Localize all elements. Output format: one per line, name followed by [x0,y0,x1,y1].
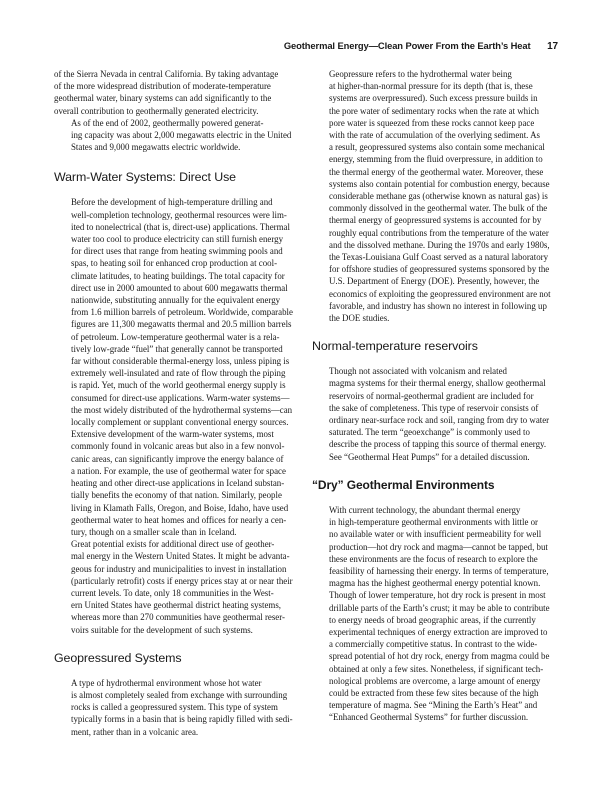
text-line: of petroleum. Low-temperature geothermal water is a rela- [71,331,280,342]
text-line: a nation. For example, the use of geothermal water for space [71,465,286,476]
section-heading-geopressured: Geopressured Systems [54,650,182,665]
text-line: As of the end of 2002, geothermally powered generat- [71,117,264,128]
text-line: U.S. Department of Energy (DOE). Presently, however, the [329,276,540,287]
paragraph [54,117,308,154]
text-line: the sake of completeness. This type of reservoir consists of [329,402,539,413]
text-line: overall contribution to geothermally generated electricity. [54,105,259,116]
text-line: water too cool to produce electricity can still furnish energy [71,234,284,245]
text-line: with the rate of accumulation of the overlying sediment. As [329,130,540,141]
text-line: ited to nonelectrical (that is, direct-use) applications. Thermal [71,221,290,232]
paragraph [312,68,566,324]
text-line: canic areas, can significantly improve the energy balance of [71,453,284,464]
paragraph [54,68,308,117]
text-line: saturated. The term “geoexchange” is commonly used to [329,427,530,438]
text-line: Though not associated with volcanism and related [329,366,507,377]
text-line: systems are overpressured). Such excess pressure builds in [329,93,538,104]
text-line: whereas more than 270 communities have geothermal reser- [71,612,285,623]
text-line: Before the development of high-temperature drilling and [71,197,273,208]
text-line: temperature of magma. See “Mining the Earth’s Heat” and [329,700,538,711]
text-line: “Enhanced Geothermal Systems” for further discussion. [329,712,529,723]
section-heading-normal-temperature: Normal-temperature reservoirs [312,339,478,354]
text-line: spread potential of hot dry rock, energy from magma could be [329,651,550,662]
text-line: experimental techniques of energy extraction are improved to [329,626,548,637]
text-line: States and 9,000 megawatts electric worldwide. [71,142,241,153]
text-line: the Texas-Louisiana Gulf Coast served as a natural laboratory [329,252,549,263]
text-line: Geopressure refers to the hydrothermal water being [329,69,512,79]
text-line: (particularly retrofit) costs if energy prices stay at or near their [71,575,293,586]
text-line: production—hot dry rock and magma—cannot be tapped, but [329,541,548,552]
text-line: considerable methane gas (otherwise known as natural gas) is [329,191,548,202]
text-line: tially benefits the economy of that nation. Similarly, people [71,490,282,501]
text-line: mal energy in the Western United States. It might be advanta- [71,551,290,562]
text-line: locally complement or supplant conventional energy sources. [71,417,289,428]
text-line: current levels. To date, only 18 communities in the West- [71,587,274,598]
text-line: is almost completely sealed from exchange with surrounding [71,689,288,700]
text-line: ing capacity was about 2,000 megawatts electric in the United [71,130,292,141]
text-line: favorable, and industry has shown no interest in following up [329,300,547,311]
text-line: living in Klamath Falls, Oregon, and Boise, Idaho, have used [71,502,289,513]
running-head [284,40,558,52]
text-line: from 1.6 million barrels of petroleum. Worldwide, comparable [71,307,293,318]
text-line: tively low-grade “fuel” that generally cannot be transported [71,343,283,354]
text-line: roughly equal contributions from the temperature of the water [329,227,549,238]
text-line: in high-temperature geothermal environments with little or [329,517,538,528]
left-column [54,68,308,738]
text-line: geous for industry and municipalities to invest in installation [71,563,287,574]
text-line: could be extracted from these few sites because of the high [329,687,539,698]
text-line: rocks is called a geopressured system. This type of system [71,702,278,713]
text-line: drillable parts of the Earth’s crust; it may be able to contribute [329,602,550,613]
text-line: ordinary near-surface rock and soil, ranging from dry to water [329,415,550,426]
text-line: tury, though on a smaller scale than in Iceland. [71,526,237,537]
text-line: nological problems are overcome, a large amount of energy [329,675,541,686]
text-line: consumed for direct-use applications. Warm-water systems— [71,392,290,403]
text-line: well-completion technology, geothermal resources were lim- [71,209,287,220]
text-line: magma has the highest geothermal energy potential known. [329,578,541,589]
text-line: of the Sierra Nevada in central California. By taking advantage [54,69,279,79]
text-line: thermal energy of geopressured systems is accounted for by [329,215,542,226]
text-line: the DOE studies. [329,313,390,324]
text-line: reservoirs of normal-geothermal gradient are included for [329,390,534,401]
section-heading-dry-environments: “Dry” Geothermal Environments [312,477,495,492]
text-line: spas, to heating soil for enhanced crop production at cool- [71,258,278,269]
text-line: at higher-than-normal pressure for its depth (that is, these [329,81,533,92]
paragraph [54,196,308,428]
right-column [312,68,566,724]
text-line: systems also contain potential for combustion energy, because [329,178,550,189]
paragraph [54,538,308,636]
text-line: no available water or with insufficient permeability for well [329,529,542,540]
text-line: Great potential exists for additional direct use of geother- [71,539,275,550]
paragraph [312,504,566,724]
section-heading-warm-water: Warm-Water Systems: Direct Use [54,170,236,185]
text-line: heating and other direct-use applications in Iceland substan- [71,478,285,489]
paragraph [54,677,308,738]
text-line: for offshore studies of geopressured systems sponsored by the [329,264,550,275]
text-line: the thermal energy of the geothermal water. Moreover, these [329,166,544,177]
text-line: to energy needs of broad geographic areas, if the currently [329,614,536,625]
text-line: With current technology, the abundant thermal energy [329,504,521,515]
text-line: extremely well-insulated and rate of flow through the piping [71,368,286,379]
text-line: A type of hydrothermal environment whose hot water [71,677,262,688]
text-line: economics of exploiting the geopressured environment are not [329,288,551,299]
text-line: climate latitudes, to heating buildings. The total capacity for [71,270,285,281]
text-line: commonly dissolved in the geothermal water. The bulk of the [329,203,548,214]
text-line: nationwide, substituting annually for the equivalent energy [71,295,281,306]
text-line: for direct uses that range from heating swimming pools and [71,246,283,257]
text-line: See “Geothermal Heat Pumps” for a detailed discussion. [329,451,530,462]
running-head-title: Geothermal Energy—Clean Power From the Earth’s Heat [283,40,531,51]
text-line: feasibility of harnessing their energy. In terms of temperature, [329,565,549,576]
text-line: the most widely distributed of the hydrothermal systems—can [71,404,293,415]
text-line: of the more widespread distribution of moderate-temperature [54,81,271,92]
text-line: geothermal water to heat homes and offices for nearly a cen- [71,514,287,525]
text-line: Extensive development of the warm-water systems, most [71,429,274,440]
text-line: far without considerable thermal-energy loss, unless piping is [71,356,290,367]
text-line: pore water is squeezed from these rocks cannot keep pace [329,117,535,128]
text-line: geothermal water, binary systems can add significantly to the [54,93,272,104]
text-line: is rapid. Yet, much of the world geothermal energy supply is [71,380,286,391]
text-line: direct use in 2000 amounted to about 600 megawatts thermal [71,282,288,293]
text-line: the pore water of sedimentary rocks when the rate at which [329,105,539,116]
text-line: energy, stemming from the fluid overpressure, in addition to [329,154,543,165]
text-line: a commercially competitive status. In contrast to the wide- [329,639,538,650]
text-line: typically forms in a basin that is being rapidly filled with sedi- [71,714,293,725]
text-line: ern United States have geothermal district heating systems, [71,600,281,611]
text-line: Though of lower temperature, hot dry rock is present in most [329,590,546,601]
text-line: commonly found in volcanic areas but also in a few nonvol- [71,441,285,452]
page-number: 17 [547,41,558,52]
text-line: obtained at only a few sites. Nonetheless, if significant tech- [329,663,544,674]
text-line: a result, geopressured systems also contain some mechanical [329,142,545,153]
text-line: and the dissolved methane. During the 1970s and early 1980s, [329,239,550,250]
paragraph [312,365,566,463]
text-line: describe the process of tapping this source of thermal energy. [329,439,547,450]
text-line: these environments are the focus of research to explore the [329,553,538,564]
paragraph [54,428,308,538]
text-line: voirs suitable for the development of such systems. [71,624,253,635]
text-line: magma systems for their thermal energy, shallow geothermal [329,378,546,389]
text-line: ment, rather than in a volcanic area. [71,726,199,737]
text-line: figures are 11,300 megawatts thermal and 20.5 million barrels [71,319,292,330]
